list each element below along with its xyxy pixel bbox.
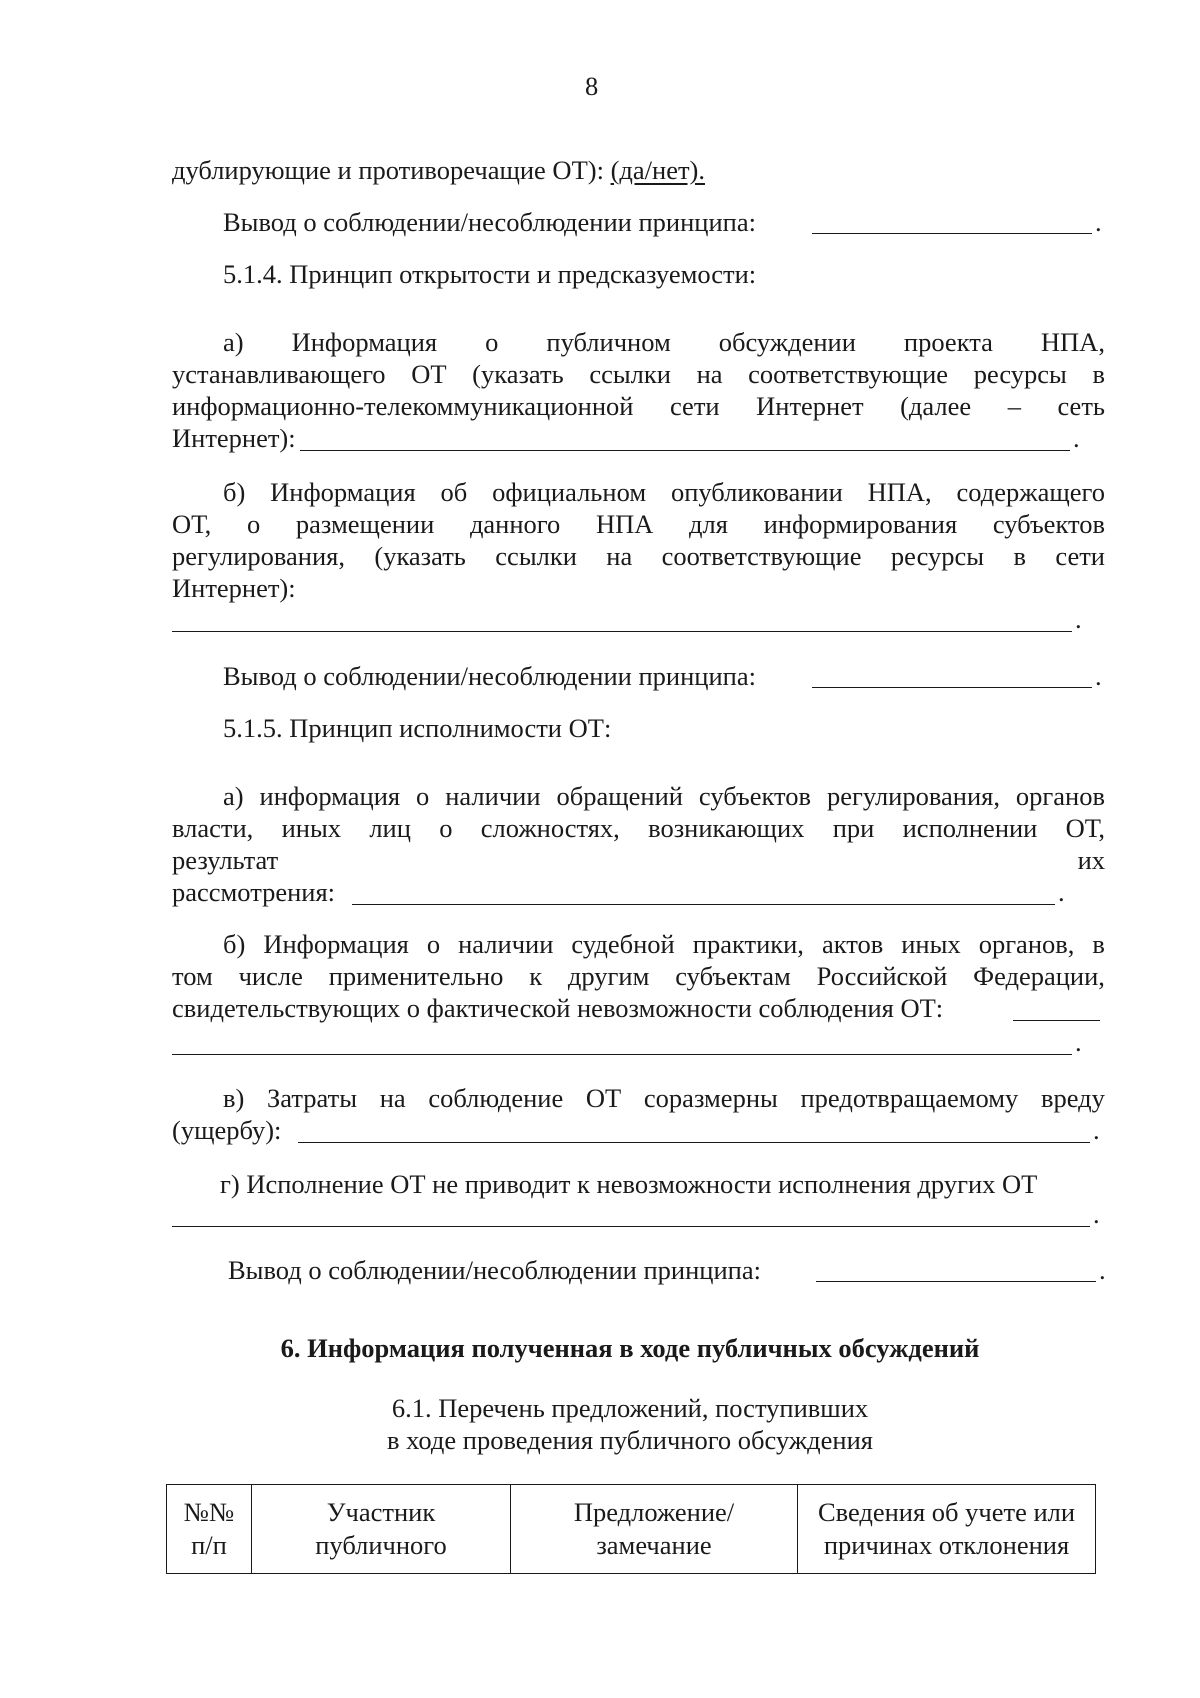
conclusion-blank-3 (816, 1281, 1096, 1282)
a515-line-4: рассмотрения: (172, 877, 336, 907)
c515-line-1: в) Затраты на соблюдение ОТ соразмерны предотвращаемому вреду (223, 1083, 1105, 1113)
header-cell-consideration: Сведения об учете или причинах отклонения (798, 1485, 1096, 1574)
table-header-row (167, 1485, 1096, 1574)
c515-blank (298, 1142, 1090, 1143)
period: . (1075, 604, 1082, 634)
conclusion-label-1: Вывод о соблюдении/несоблюдении принципа: (223, 207, 756, 237)
period: . (1095, 661, 1102, 691)
d515-blank (172, 1226, 1090, 1227)
duplicate-text: дублирующие и противоречащие ОТ): (172, 155, 611, 185)
period: . (1058, 877, 1065, 907)
page-number: 8 (585, 71, 599, 101)
period: . (1093, 1115, 1100, 1145)
b515-line-1: б) Информация о наличии судебной практики, актов иных органов, в (223, 929, 1105, 959)
d515-line-1: г) Исполнение ОТ не приводит к невозможности исполнения других ОТ (220, 1169, 1038, 1199)
b515-line-3: свидетельствующих о фактической невозможности соблюдения ОТ: (172, 993, 944, 1023)
b515-blank-inline (1013, 1020, 1100, 1021)
header-cell-proposal: Предложение/ замечание (511, 1485, 798, 1574)
conclusion-blank-1 (812, 233, 1092, 234)
period: . (1073, 423, 1080, 453)
a515-line-2: власти, иных лиц о сложностях, возникающих при исполнении ОТ, (172, 813, 1105, 843)
a514-line-1: а) Информация о публичном обсуждении проекта НПА, (223, 327, 1105, 357)
b514-blank (172, 631, 1072, 632)
c515-line-2: (ущербу): (172, 1115, 282, 1145)
b515-blank (172, 1054, 1072, 1055)
proposals-table (166, 1484, 1096, 1574)
period: . (1095, 207, 1102, 237)
section-6-1-line-2: в ходе проведения публичного обсуждения (387, 1425, 873, 1455)
section-5-1-4-heading: 5.1.4. Принцип открытости и предсказуемости: (223, 259, 757, 289)
b514-line-1: б) Информация об официальном опубликовании НПА, содержащего (223, 477, 1105, 507)
period: . (1093, 1199, 1100, 1229)
a514-line-2: устанавливающего ОТ (указать ссылки на соответствующие ресурсы в (172, 359, 1105, 389)
b515-line-2: том числе применительно к другим субъектам Российской Федерации, (172, 961, 1105, 991)
b514-line-4: Интернет): (172, 573, 296, 603)
yes-no-answer: (да/нет). (610, 155, 705, 185)
a515-line-3: результат их (172, 845, 1105, 875)
section-6-1-line-1: 6.1. Перечень предложений, поступивших (391, 1393, 869, 1423)
section-6-title: 6. Информация полученная в ходе публичных обсуждений (280, 1333, 980, 1363)
period: . (1075, 1027, 1082, 1057)
header-cell-number: №№ п/п (167, 1485, 252, 1574)
a515-blank (352, 904, 1055, 905)
a515-line-1: а) информация о наличии обращений субъектов регулирования, органов (223, 781, 1105, 811)
period: . (1099, 1255, 1106, 1285)
a514-line-4: Интернет): (172, 423, 296, 453)
conclusion-label-2: Вывод о соблюдении/несоблюдении принципа: (223, 661, 756, 691)
b514-line-3: регулирования, (указать ссылки на соответствующие ресурсы в сети (172, 541, 1105, 571)
a514-line-3: информационно-телекоммуникационной сети Интернет (далее – сеть (172, 391, 1105, 421)
header-cell-participant: Участник публичного (252, 1485, 511, 1574)
conclusion-label-3: Вывод о соблюдении/несоблюдении принципа: (228, 1255, 761, 1285)
conclusion-blank-2 (812, 687, 1092, 688)
section-5-1-5-heading: 5.1.5. Принцип исполнимости ОТ: (223, 713, 612, 743)
paragraph-duplicate-line (172, 154, 705, 186)
b514-line-2: ОТ, о размещении данного НПА для информирования субъектов (172, 509, 1105, 539)
a514-blank (300, 450, 1070, 451)
